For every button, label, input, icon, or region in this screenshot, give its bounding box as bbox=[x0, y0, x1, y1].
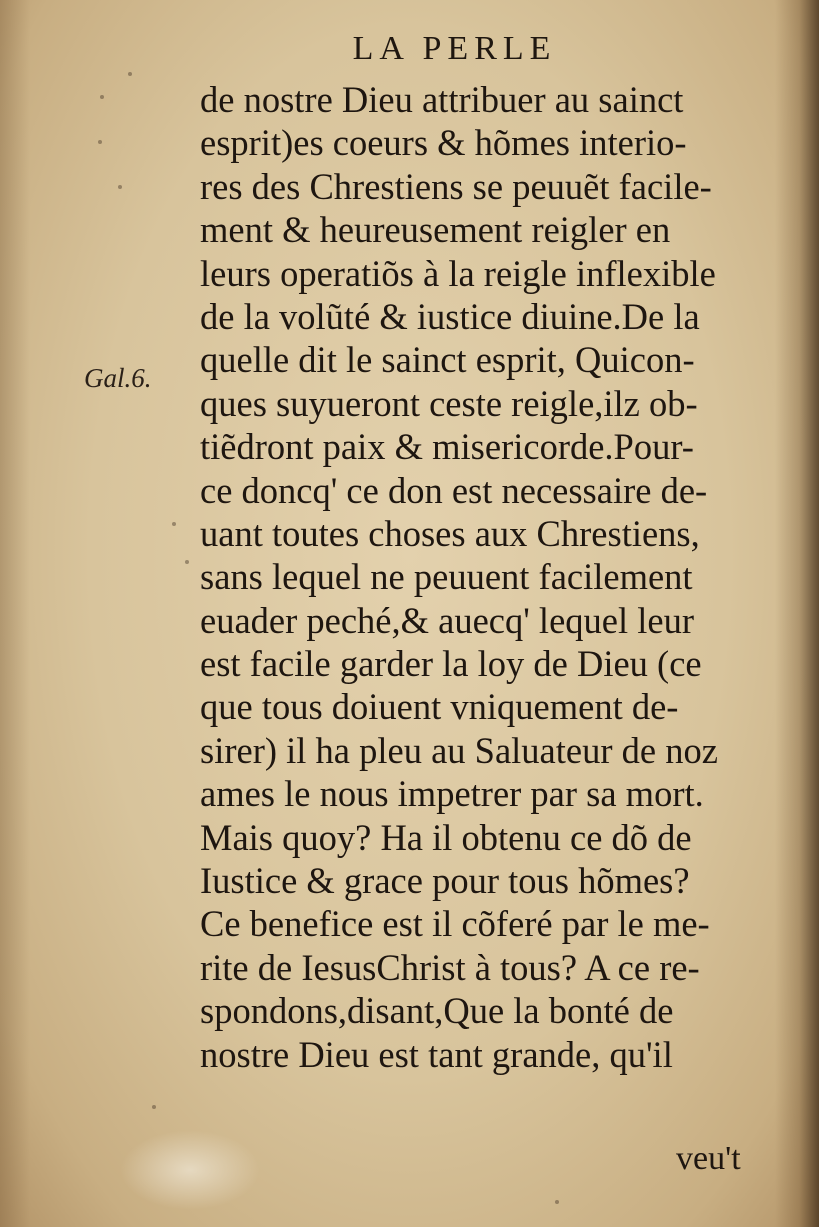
text-line: ment & heureusement reigler en bbox=[200, 209, 671, 251]
text-line: ce doncq' ce don est necessaire de- bbox=[200, 469, 708, 511]
ink-speck bbox=[152, 1105, 156, 1109]
text-line: res des Chrestiens se peuuẽt facile- bbox=[200, 165, 712, 207]
text-line: spondons,disant,Que la bonté de bbox=[200, 990, 674, 1032]
text-line: tiẽdront paix & misericorde.Pour- bbox=[200, 426, 694, 468]
paper-stain bbox=[120, 1130, 260, 1210]
margin-note: Gal.6. bbox=[84, 363, 152, 393]
ink-speck bbox=[172, 522, 176, 526]
text-line: nostre Dieu est tant grande, qu'il bbox=[200, 1033, 673, 1075]
body-text bbox=[200, 78, 785, 1076]
text-line: ques suyueront ceste reigle,ilz ob- bbox=[200, 382, 698, 424]
catchword: veu't bbox=[676, 1140, 741, 1177]
ink-speck bbox=[555, 1200, 559, 1204]
text-line: est facile garder la loy de Dieu (ce bbox=[200, 643, 702, 685]
ink-speck bbox=[118, 185, 122, 189]
text-line: rite de IesusChrist à tous? A ce re- bbox=[200, 946, 700, 988]
text-line: esprit)es coeurs & hõmes interio- bbox=[200, 122, 687, 164]
text-line: que tous doiuent vniquement de- bbox=[200, 686, 679, 728]
text-line: leurs operatiõs à la reigle inflexible bbox=[200, 252, 716, 294]
text-line: euader peché,& auecq' lequel leur bbox=[200, 599, 694, 641]
text-line: uant toutes choses aux Chrestiens, bbox=[200, 512, 700, 554]
running-head: LA PERLE bbox=[352, 30, 557, 67]
text-line: sans lequel ne peuuent facilement bbox=[200, 556, 693, 598]
text-line: ames le nous impetrer par sa mort. bbox=[200, 773, 704, 815]
ink-speck bbox=[100, 95, 104, 99]
text-line: Mais quoy? Ha il obtenu ce dõ de bbox=[200, 816, 692, 858]
ink-speck bbox=[128, 72, 132, 76]
text-line: de la volũté & iustice diuine.De la bbox=[200, 295, 700, 337]
text-line: Ce benefice est il cõferé par le me- bbox=[200, 903, 710, 945]
text-line: Iustice & grace pour tous hõmes? bbox=[200, 860, 690, 902]
text-line: sirer) il ha pleu au Saluateur de noz bbox=[200, 729, 718, 771]
ink-speck bbox=[185, 560, 189, 564]
gutter-shadow bbox=[0, 0, 30, 1227]
text-line: de nostre Dieu attribuer au sainct bbox=[200, 79, 684, 120]
ink-speck bbox=[98, 140, 102, 144]
text-line: quelle dit le sainct esprit, Quicon- bbox=[200, 339, 695, 381]
